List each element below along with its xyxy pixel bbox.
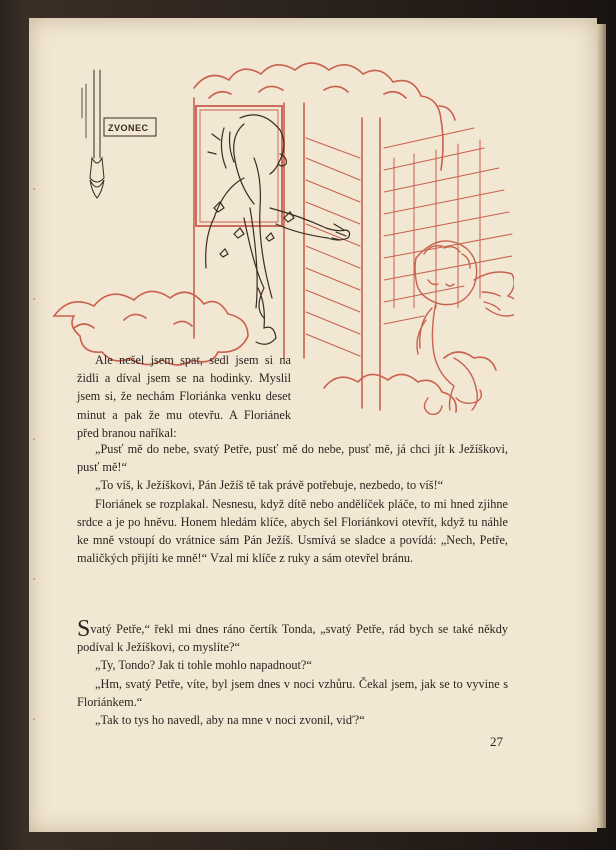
dialogue-florianek: „Pusť mě do nebe, svatý Petře, pusť mě do nebe, pusť mě, já chci jít k Ježíškovi, pusť mě!“ — [77, 442, 508, 475]
dialogue-peter: „To víš, k Ježíškovi, Pán Ježíš tě tak právě potřebuje, nezbedo, to víš!“ — [95, 478, 444, 493]
paragraph-tonda-text: vatý Petře,“ řekl mi dnes ráno čertík Tonda, „svatý Petře, rád bych se také někdy podíval k Ježíškovi, co myslíte?“ — [77, 622, 508, 655]
wrapped-paragraph — [77, 351, 291, 442]
paragraph-tonda — [77, 616, 508, 656]
bell-sign-label: ZVONEC — [108, 123, 149, 133]
dialogue-peter-3: „Tak to tys ho navedl, aby na mne v noci zvonil, viď?“ — [95, 713, 365, 728]
dialogue-tonda-2: „Hm, svatý Petře, víte, byl jsem dnes v noci vzhůru. Čekal jsem, jak se to vyvine s Floriánkem.“ — [77, 676, 508, 709]
page-number: 27 — [490, 734, 503, 749]
drop-cap: S — [77, 616, 91, 642]
story-block-2 — [77, 616, 508, 729]
story-block-1 — [77, 440, 508, 567]
dialogue-peter-2: „Ty, Tondo? Jak ti tohle mohlo napadnout?“ — [95, 658, 312, 673]
paragraph-jesus: Floriánek se rozplakal. Nesnesu, když dítě nebo andělíček pláče, to mi hned zjihne srdce a je po hněvu. Honem hledám klíče, abych šel Floriánkovi otevřít, když tu náhle ke mně vstoupí do vrátnice sám Pán Ježíš. Usmívá se sladce a povídá: „Nech, Petře, maličkých přijíti ke mně!“ Vzal mi klíče z ruky a sám otevřel bránu. — [77, 496, 508, 566]
page-edge — [597, 24, 606, 828]
paragraph-intro: Ale nešel jsem spat, sedl jsem si na židli a díval jsem se na hodinky. Myslil jsem si, že nechám Floriánka venku deset minut a pak že mu otevřu. A Floriánek před branou naříkal: — [77, 353, 291, 440]
